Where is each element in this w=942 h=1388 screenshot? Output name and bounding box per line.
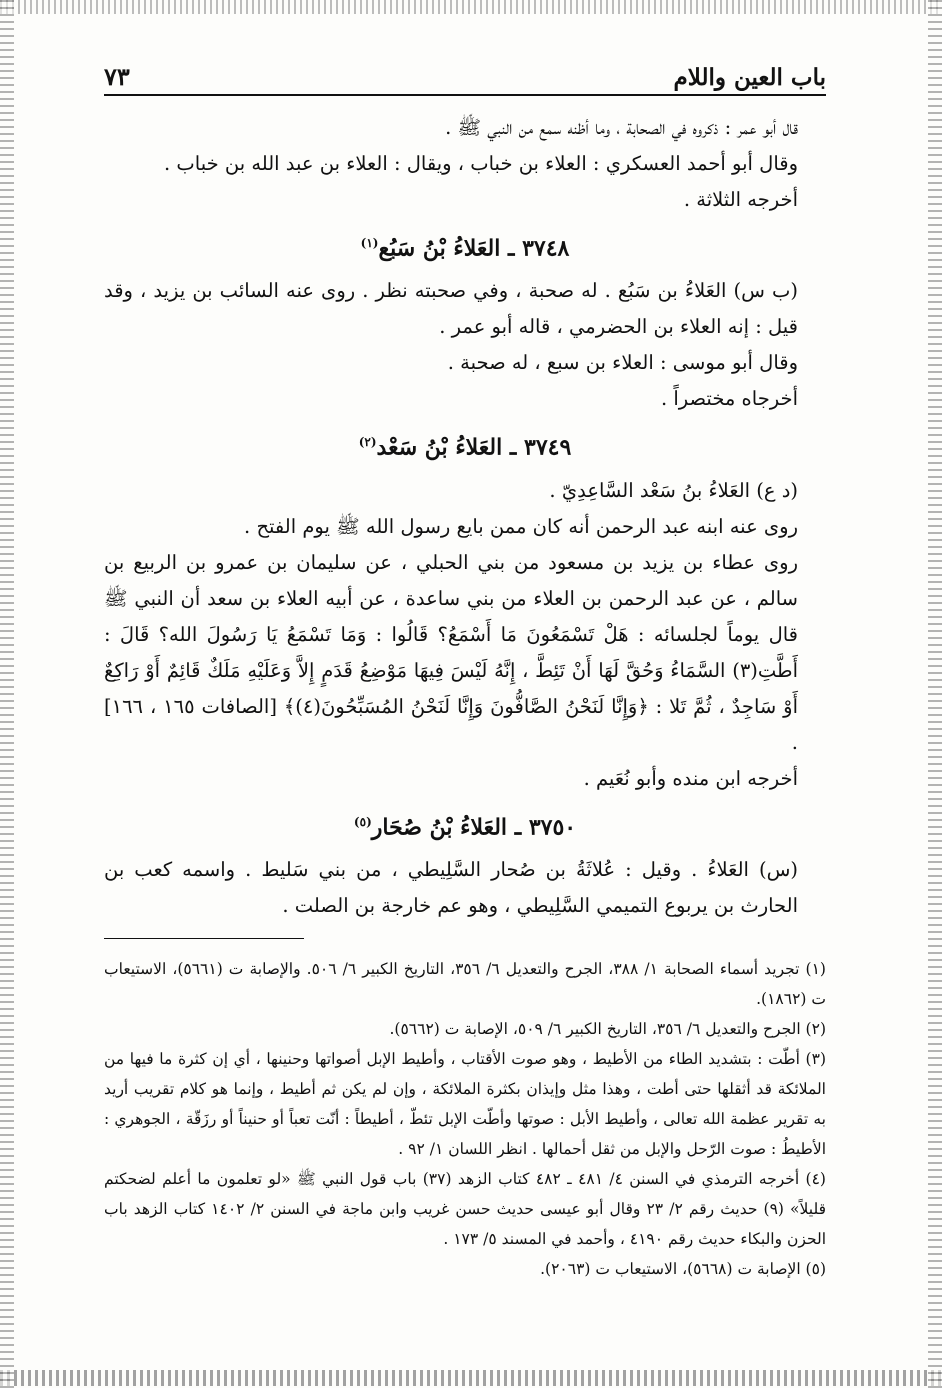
entry-heading-3750 [104, 803, 826, 846]
footnote: (١) تجريد أسماء الصحابة ١/ ٣٨٨، الجرح والتعديل ٦/ ٣٥٦، التاريخ الكبير ٦/ ٥٠٦. والإصابة ت (٥٦٦١)، الاستيعاب ت (١٨٦٢). [104, 960, 826, 1008]
decorative-border-bottom [0, 1370, 942, 1386]
page-number: ٧٣ [104, 62, 130, 91]
entry-heading-text: ٣٧٤٩ ـ العَلاءُ بْنُ سَعْد [376, 434, 572, 461]
paragraph: روى عنه ابنه عبد الرحمن أنه كان ممن بايع رسول الله ﷺ يوم الفتح . [244, 514, 798, 538]
footnote-separator [104, 938, 304, 939]
book-page [104, 58, 826, 1358]
entry-heading-3748 [104, 224, 826, 267]
paragraph: أخرجه الثلاثة . [683, 188, 798, 211]
footnote-ref: (١) [360, 236, 379, 250]
paragraph: (ب س) العَلاءُ بن سَبُع . له صحبة ، وفي صحبته نظر . روى عنه السائب بن يزيد ، وقد قيل : إنه العلاء بن الحضرمي ، قاله أبو عمر . [104, 279, 798, 339]
decorative-border-right [928, 0, 942, 1388]
footnotes [104, 954, 826, 1284]
decorative-border-top [0, 0, 942, 14]
footnote-ref: (٥) [353, 814, 372, 829]
header-rule [104, 94, 826, 96]
paragraph: روى عطاء بن يزيد بن مسعود من بني الحبلي ، عن سليمان بن عمرو بن الربيع بن سالم ، عن عبد الرحمن بن العلاء من بني ساعدة ، عن أبيه العلاء بن سعد أن النبي ﷺ قال يوماً لجلسائه : هَلْ تَسْمَعُونَ مَا أَسْمَعُ؟ قَالُوا : وَمَا تَسْمَعُ يَا رَسُولَ الله؟ قَالَ : أَطَّتِ(٣) السَّمَاءُ وَحُقَّ لَهَا أَنْ تَئِطَّ ، إِنَّهُ لَيْسَ فِيهَا مَوْضِعُ قَدَمٍ إِلاَّ وَعَلَيْهِ مَلَكٌ قَائِمٌ أَوْ رَاكِعٌ أَوْ سَاجِدٌ ، ثُمَّ تَلا : ﴿وَإِنَّا لَنَحْنُ الصَّافُّونَ وَإِنَّا لَنَحْنُ المُسَبِّحُونَ(٤)﴾ [الصافات ١٦٥ ، ١٦٦] . [104, 550, 799, 754]
running-header [104, 58, 826, 98]
main-text [104, 110, 826, 924]
chapter-title: باب العين واللام [673, 64, 826, 91]
paragraph: وقال أبو أحمد العسكري : العلاء بن خباب ، ويقال : العلاء بن عبد الله بن خباب . [164, 152, 798, 175]
footnote: (٢) الجرح والتعديل ٦/ ٣٥٦، التاريخ الكبير ٦/ ٥٠٩، الإصابة ت (٥٦٦٢). [389, 1020, 826, 1038]
footnote: (٥) الإصابة ت (٥٦٦٨)، الاستيعاب ت (٢٠٦٣). [540, 1260, 826, 1278]
entry-heading-text: ٣٧٤٨ ـ العَلاءُ بْنُ سَبُع [378, 235, 570, 262]
decorative-border-left [0, 0, 14, 1388]
paragraph: أخرجاه مختصراً . [660, 387, 798, 411]
paragraph: قال أبو عمر : ذكروه في الصحابة ، وما أظنه سمع من النبي ﷺ . [445, 116, 798, 139]
entry-heading-3749 [104, 423, 826, 466]
paragraph: وقال أبو موسى : العلاء بن سبع ، له صحبة . [447, 351, 798, 375]
paragraph: (س) العَلاءُ . وقيل : عُلاثَةُ بن صُحار السَّلِيطي ، من بني سَليط . واسمه كعب بن الحارث بن يربوع التميمي السَّلِيطي ، وهو عم خارجة بن الصلت . [104, 857, 798, 917]
footnote: (٣) أطّت : بتشديد الطاء من الأطيط ، وهو صوت الأقتاب ، وأطيط الإبل أصواتها وحنينها ، أي إن كثرة ما فيها من الملائكة قد أثقلها حتى أطت ، وهذا مثل وإيذان بكثرة الملائكة ، وإن لم يكن ثم أطيط ، وإنما هو كلام تقريب أريد به تقرير عظمة الله تعالى ، وأطيط الأبل : صوتها وأطّت الإبل تئطّ ، أطيطاً : أنّت تعباً أو حنيناً أو رزَقّة ، الجوهري : الأطيطُ : صوت الرّحل والإبل من ثقل أحمالها . انظر اللسان ١/ ٩٢ . [104, 1050, 826, 1158]
paragraph: (د ع) العَلاءُ بنُ سَعْد السَّاعِدِيّ . [549, 478, 798, 502]
footnote: (٤) أخرجه الترمذي في السنن ٤/ ٤٨١ ـ ٤٨٢ كتاب الزهد (٣٧) باب قول النبي ﷺ «لو تعلمون ما أعلم لضحكتم قليلاً» (٩) حديث رقم ٢/ ٢٣ وقال أبو عيسى حديث حسن غريب وابن ماجة في السنن ٢/ ١٤٠٢ كتاب الزهد باب الحزن والبكاء حديث رقم ٤١٩٠ ، وأحمد في المسند ٥/ ١٧٣ . [104, 1170, 827, 1248]
footnote-ref: (٢) [358, 435, 377, 450]
entry-heading-text: ٣٧٥٠ ـ العَلاءُ بْنُ صُحَار [371, 813, 577, 840]
paragraph: أخرجه ابن منده وأبو نُعَيم . [583, 766, 798, 790]
